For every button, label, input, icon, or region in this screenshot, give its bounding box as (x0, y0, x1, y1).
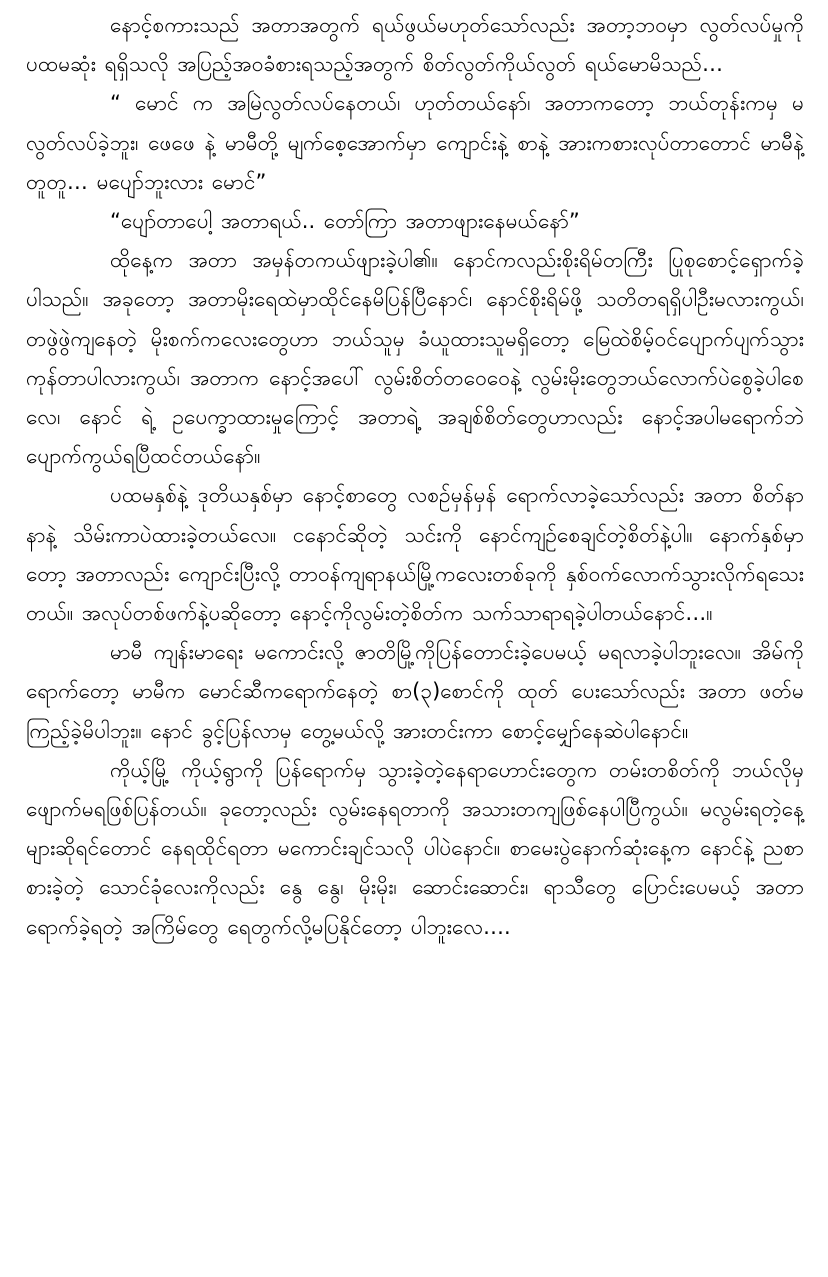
paragraph-1: နောင့်စကားသည် အတာအတွက် ရယ်ဖွယ်မဟုတ်သော်လည်း အတာ့ဘဝမှာ လွတ်လပ်မှုကို ပထမဆုံး ရရှိသလို အပြည့်အဝခံစားရသည့်အတွက် စိတ်လွတ်ကိုယ်လွတ် ရယ်မောမိသည်… (26, 13, 804, 77)
paragraph-7: ကိုယ့်မြို့ ကိုယ့်ရွာကို ပြန်ရောက်မှ သွားခဲ့တဲ့နေရာဟောင်းတွေက တမ်းတစိတ်ကို ဘယ်လိုမှဖျောက်မရဖြစ်ပြန်တယ်။ ခုတော့လည်း လွမ်းနေရတာကို အသားတကျဖြစ်နေပါပြီကွယ်။ မလွမ်းရတဲ့နေ့များဆိုရင်တောင် နေရထိုင်ရတာ မကောင်းချင်သလို ပါပဲနောင်။ စာမေးပွဲနောက်ဆုံးနေ့က နောင်နဲ့ ညစာစားခဲ့တဲ့ သောင်ခုံလေးကိုလည်း နွေ နွေ၊ မိုးမိုး၊ ဆောင်းဆောင်း၊ ရာသီတွေ ပြောင်းပေမယ့် အတာရောက်ခဲ့ရတဲ့ အကြိမ်တွေ ရေတွက်လို့မပြနိုင်တော့ ပါဘူးလေ…. (26, 757, 804, 939)
paragraph-4: ထိုနေ့က အတာ အမှန်တကယ်ဖျားခဲ့ပါ၏။ နောင်ကလည်းစိုးရိမ်တကြီး ပြုစုစောင့်ရှောက်ခဲ့ပါသည်။ အခုတော့ အတာမိုးရေထဲမှာထိုင်နေမိပြန်ပြီနောင်၊ နောင်စိုးရိမ်ဖို့ သတိတရရှိပါဦးမလားကွယ်၊ တဖွဲဖွဲကျနေတဲ့ မိုးစက်ကလေးတွေဟာ ဘယ်သူမှ ခံယူထားသူမရှိတော့ မြေထဲစိမ့်ဝင်ပျောက်ပျက်သွားကုန်တာပါလားကွယ်၊ အတာက နောင့်အပေါ် လွမ်းစိတ်တဝေဝေနဲ့ လွမ်းမိုးတွေဘယ်လောက်ပဲစွေခဲ့ပါစေလေ၊ နောင် ရဲ့ ဥပေက္ခာထားမှုကြောင့် အတာရဲ့ အချစ်စိတ်တွေဟာလည်း နောင့်အပါမရောက်ဘဲ ပျောက်ကွယ်ရပြီထင်တယ်နော်။ (26, 248, 804, 469)
paragraph-6: မာမီ ကျန်းမာရေး မကောင်းလို့ ဇာတိမြို့ကိုပြန်တောင်းခဲ့ပေမယ့် မရလာခဲ့ပါဘူးလေ။ အိမ်ကိုရောက်တော့ မာမီက မောင်ဆီကရောက်နေတဲ့ စာ(၃)စောင်ကို ထုတ် ပေးသော်လည်း အတာ ဖတ်မကြည့်ခဲ့မိပါဘူး။ နောင် ခွင့်ပြန်လာမှ တွေ့မယ်လို့ အားတင်းကာ စောင့်မျှော်နေဆဲပါနောင်။ (26, 640, 804, 743)
paragraph-5: ပထမနှစ်နဲ့ ဒုတိယနှစ်မှာ နောင့်စာတွေ လစဉ်မှန်မှန် ရောက်လာခဲ့သော်လည်း အတာ စိတ်နာနာနဲ့ သိမ်းကာပဲထားခဲ့တယ်လေ။ ငနောင်ဆိုတဲ့ သင်းကို နောင်ကျဉ်စေချင်တဲ့စိတ်နဲ့ပါ။ နောက်နှစ်မှာတော့ အတာလည်း ကျောင်းပြီးလို့ တာဝန်ကျရာနယ်မြို့ကလေးတစ်ခုကို နှစ်ဝက်လောက်သွားလိုက်ရသေးတယ်။ အလုပ်တစ်ဖက်နဲ့ပဆိုတော့ နောင့်ကိုလွမ်းတဲ့စိတ်က သက်သာရာရခဲ့ပါတယ်နောင်…။ (26, 483, 804, 626)
paragraph-3: “ပျော်တာပေါ့ အတာရယ်.. တော်ကြာ အတာဖျားနေမယ်နော်” (110, 209, 580, 234)
paragraph-2: “ မောင် က အမြဲလွတ်လပ်နေတယ်၊ ဟုတ်တယ်နော်၊ အတာကတော့ ဘယ်တုန်းကမှ မလွတ်လပ်ခဲ့ဘူး၊ ဖေဖေ နဲ့ မာမီတို့ မျက်စေ့အောက်မှာ ကျောင်းနဲ့ စာနဲ့ အားကစားလုပ်တာတောင် မာမီနဲ့တူတူ… မပျော်ဘူးလား မောင်” (26, 91, 804, 194)
